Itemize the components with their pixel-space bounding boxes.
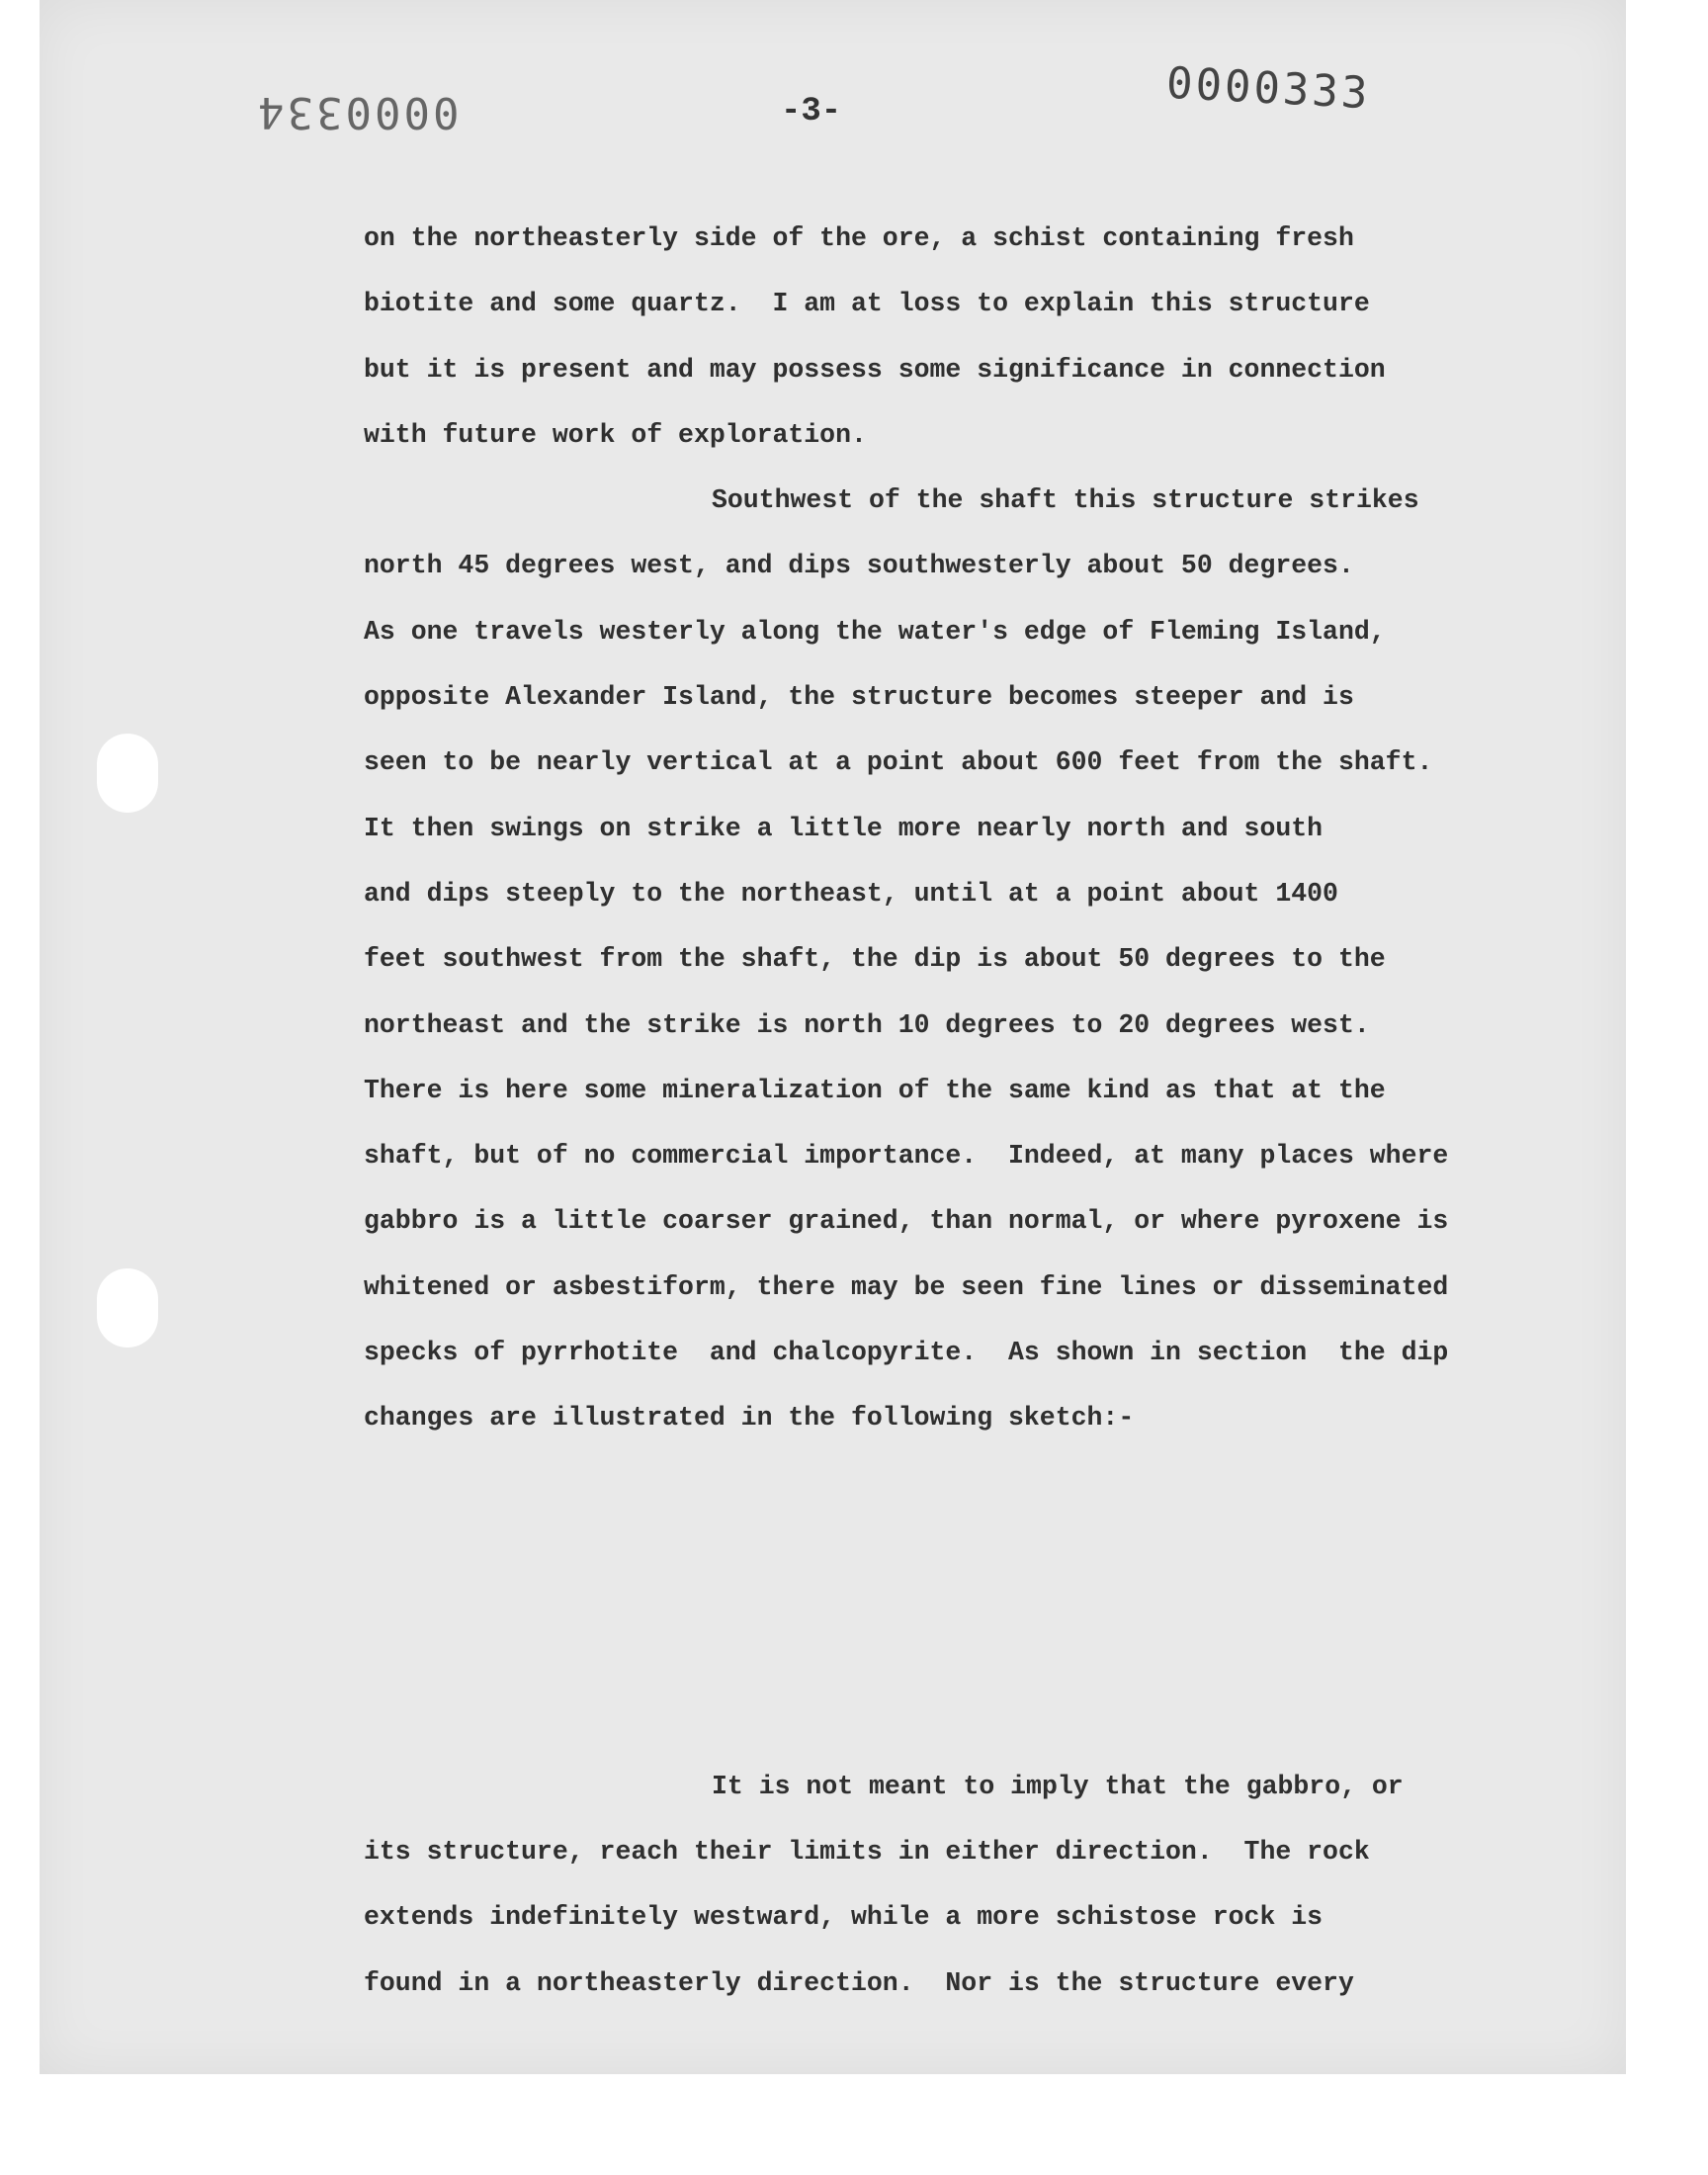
text-line: found in a northeasterly direction. Nor is the structure every (364, 1967, 1354, 1998)
text-line: on the northeasterly side of the ore, a schist containing fresh (364, 223, 1354, 253)
text-line: extends indefinitely westward, while a more schistose rock is (364, 1902, 1324, 1933)
text-line: whitened or asbestiform, there may be seen fine lines or disseminated (364, 1271, 1449, 1302)
text-line: opposite Alexander Island, the structure becomes steeper and is (364, 682, 1354, 713)
text-line: changes are illustrated in the following sketch:- (364, 1403, 1135, 1434)
page-number: -3- (781, 93, 842, 130)
text-line: feet southwest from the shaft, the dip is about 50 degrees to the (364, 944, 1386, 975)
text-line: with future work of exploration. (364, 419, 867, 450)
text-line: its structure, reach their limits in either direction. The rock (364, 1836, 1370, 1867)
text-line: seen to be nearly vertical at a point about 600 feet from the shaft. (364, 747, 1433, 778)
text-line: north 45 degrees west, and dips southwesterly about 50 degrees. (364, 551, 1354, 581)
text-line: specks of pyrrhotite and chalcopyrite. As shown in section the dip (364, 1338, 1449, 1368)
text-line: northeast and the strike is north 10 degrees to 20 degrees west. (364, 1009, 1370, 1040)
bates-stamp-left: 0000334 (255, 87, 460, 137)
sketch-space (364, 1459, 1510, 1762)
text-line: gabbro is a little coarser grained, than normal, or where pyroxene is (364, 1206, 1449, 1237)
document-body (364, 214, 1510, 2024)
punch-hole-top (97, 734, 158, 813)
bates-stamp-right: 0000333 (1164, 57, 1372, 120)
text-line: biotite and some quartz. I am at loss to explain this structure (364, 289, 1370, 319)
punch-hole-bottom (97, 1268, 158, 1348)
text-line: shaft, but of no commercial importance. Indeed, at many places where (364, 1141, 1449, 1172)
text-line: As one travels westerly along the water's edge of Fleming Island, (364, 616, 1386, 647)
text-line: It then swings on strike a little more nearly north and south (364, 813, 1324, 843)
paragraph-start-line: It is not meant to imply that the gabbro, or (712, 1771, 1404, 1801)
text-line: There is here some mineralization of the same kind as that at the (364, 1075, 1386, 1105)
paragraph-start-line: Southwest of the shaft this structure strikes (712, 485, 1419, 516)
text-line: but it is present and may possess some significance in connection (364, 354, 1386, 385)
text-line: and dips steeply to the northeast, until at a point about 1400 (364, 878, 1338, 909)
